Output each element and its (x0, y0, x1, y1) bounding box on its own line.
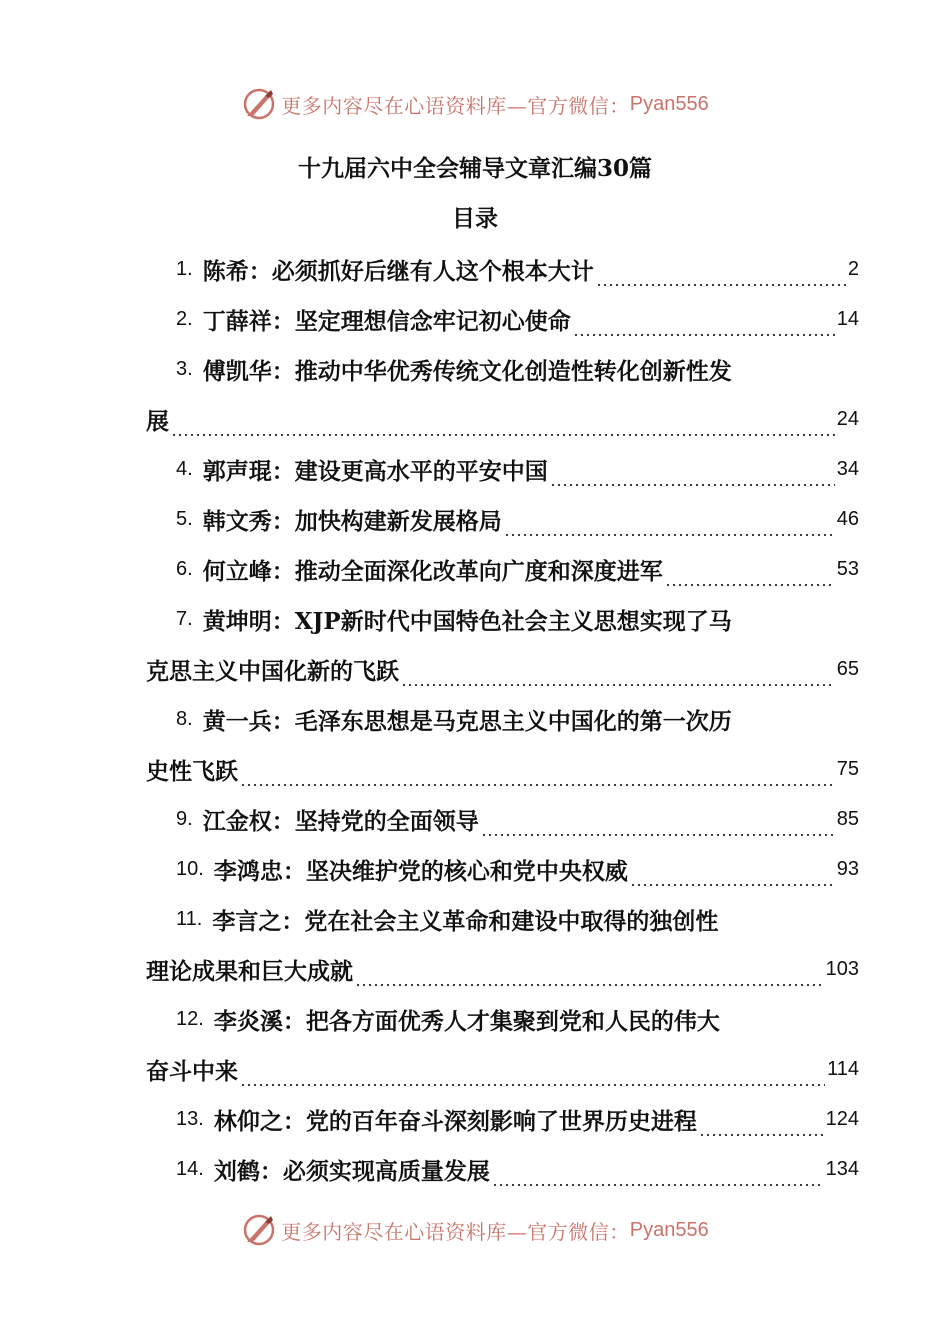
footer-watermark-banner (0, 1210, 950, 1250)
toc-leader-dots (699, 1117, 824, 1137)
toc-entry[interactable] (146, 294, 859, 344)
toc-leader-dots (492, 1167, 824, 1187)
toc-entry-line2[interactable] (146, 1044, 859, 1094)
toc-entry-number: 7. (176, 607, 193, 630)
toc-entry-number: 2. (176, 307, 193, 330)
banner-wechat-id: Pyan556 (629, 1218, 709, 1241)
toc-entry-page: 14 (836, 307, 859, 330)
toc-entry-page: 65 (836, 657, 859, 680)
toc-entry[interactable] (146, 544, 859, 594)
toc-entry-number: 8. (176, 707, 193, 730)
toc-entry-line1[interactable] (146, 694, 859, 744)
toc-leader-dots (596, 267, 846, 287)
toc-entry-page: 46 (836, 507, 859, 530)
toc-entry-title: 李言之：党在社会主义革命和建设中取得的独创性 (212, 907, 719, 935)
toc-entry-number: 10. (176, 857, 204, 880)
toc-entry-line2[interactable] (146, 944, 859, 994)
pen-logo-icon (241, 1212, 277, 1248)
toc-entry-line1[interactable] (146, 344, 859, 394)
toc-entry-page: 124 (825, 1107, 859, 1130)
toc-entry-title-continued: 奋斗中来 (146, 1057, 238, 1085)
toc-leader-dots (481, 817, 835, 837)
toc-entry[interactable] (146, 444, 859, 494)
toc-entry[interactable] (146, 844, 859, 894)
toc-entry-page: 134 (825, 1157, 859, 1180)
toc-entry-page: 34 (836, 457, 859, 480)
toc-entry-number: 12. (176, 1007, 204, 1030)
toc-leader-dots (171, 417, 835, 437)
toc-leader-dots (355, 967, 824, 987)
toc-entry[interactable] (146, 1094, 859, 1144)
toc-entry-title-continued: 展 (146, 407, 169, 435)
document-title: 十九届六中全会辅导文章汇编30篇 (297, 155, 652, 182)
toc-entry[interactable] (146, 494, 859, 544)
toc-entry-number: 6. (176, 557, 193, 580)
toc-entry-title: 刘鹤：必须实现高质量发展 (213, 1157, 490, 1185)
toc-entry-title: 陈希：必须抓好后继有人这个根本大计 (202, 257, 594, 285)
toc-entry-title: 郭声琨：建设更高水平的平安中国 (202, 457, 548, 485)
pen-logo-icon (241, 86, 277, 122)
toc-leader-dots (401, 667, 835, 687)
toc-entry-line1[interactable] (146, 894, 859, 944)
toc-entry-number: 14. (176, 1157, 204, 1180)
toc-leader-dots (240, 1067, 825, 1087)
toc-entry-page: 93 (836, 857, 859, 880)
toc-entry-page: 53 (836, 557, 859, 580)
toc-entry-title: 林仰之：党的百年奋斗深刻影响了世界历史进程 (213, 1107, 697, 1135)
toc-entry[interactable] (146, 244, 859, 294)
toc-entry-title: 傅凯华：推动中华优秀传统文化创造性转化创新性发 (202, 357, 732, 385)
toc-leader-dots (504, 517, 835, 537)
toc-entry-title-continued: 克思主义中国化新的飞跃 (146, 657, 399, 685)
toc-entry-page: 114 (827, 1057, 859, 1080)
toc-leader-dots (630, 867, 835, 887)
toc-entry-title: 李炎溪：把各方面优秀人才集聚到党和人民的伟大 (213, 1007, 720, 1035)
toc-entry-line2[interactable] (146, 394, 859, 444)
toc-entry-title-continued: 理论成果和巨大成就 (146, 957, 353, 985)
banner-wechat-id: Pyan556 (629, 92, 709, 115)
toc-entry-page: 103 (825, 957, 859, 980)
toc-entry-page: 24 (836, 407, 859, 430)
header-watermark-banner (0, 84, 950, 124)
toc-entry-title: 黄一兵：毛泽东思想是马克思主义中国化的第一次历 (202, 707, 732, 735)
toc-entry-number: 13. (176, 1107, 204, 1130)
toc-entry-title: 丁薛祥：坚定理想信念牢记初心使命 (202, 307, 571, 335)
toc-entry-title: 李鸿忠：坚决维护党的核心和党中央权威 (213, 857, 628, 885)
toc-entry-title: 黄坤明：XJP新时代中国特色社会主义思想实现了马 (202, 607, 732, 635)
toc-entry-page: 85 (836, 807, 859, 830)
toc-entry[interactable] (146, 1144, 859, 1194)
toc-heading: 目录 (452, 205, 498, 232)
toc-entry-title-continued: 史性飞跃 (146, 757, 238, 785)
toc-entry-title: 江金权：坚持党的全面领导 (202, 807, 479, 835)
toc-entry-line2[interactable] (146, 644, 859, 694)
banner-text: 更多内容尽在心语资料库—官方微信： (281, 93, 630, 118)
toc-leader-dots (665, 567, 835, 587)
toc-entry-line2[interactable] (146, 744, 859, 794)
toc-leader-dots (550, 467, 835, 487)
toc-entry-number: 9. (176, 807, 193, 830)
toc-entry-title: 何立峰：推动全面深化改革向广度和深度进军 (202, 557, 663, 585)
toc-entry-number: 5. (176, 507, 193, 530)
toc-entry-line1[interactable] (146, 994, 859, 1044)
toc-entry-line1[interactable] (146, 594, 859, 644)
toc-entry-page: 2 (847, 257, 859, 280)
toc-leader-dots (573, 317, 835, 337)
toc-leader-dots (240, 767, 835, 787)
toc-entry-number: 1. (176, 257, 193, 280)
toc-entry-page: 75 (836, 757, 859, 780)
toc-entry[interactable] (146, 794, 859, 844)
toc-entry-title: 韩文秀：加快构建新发展格局 (202, 507, 502, 535)
toc-entry-number: 11. (176, 907, 203, 930)
toc-entry-number: 3. (176, 357, 193, 380)
toc-entry-number: 4. (176, 457, 193, 480)
banner-text: 更多内容尽在心语资料库—官方微信： (281, 1219, 630, 1244)
